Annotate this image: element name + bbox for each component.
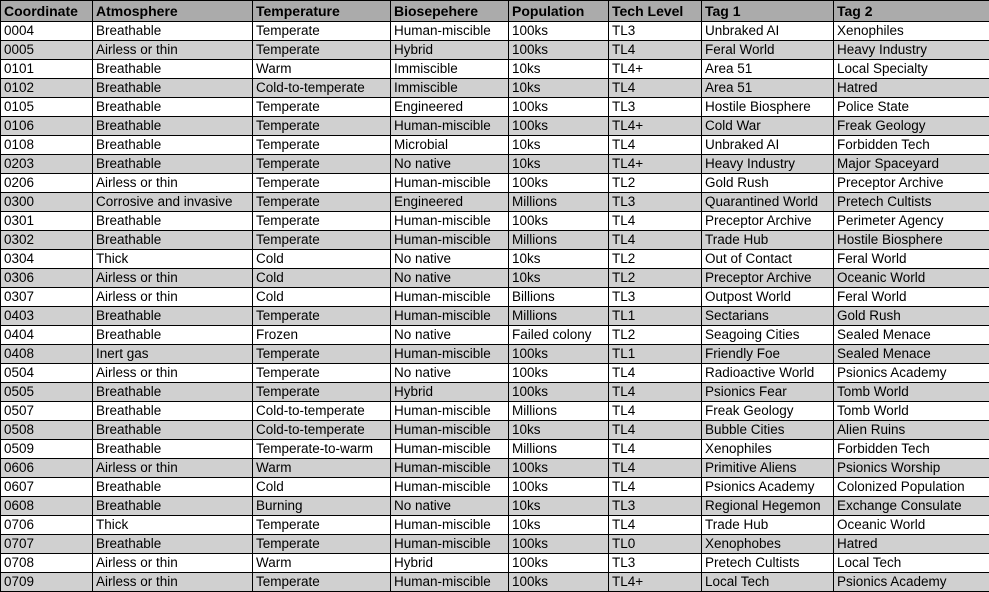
- cell[interactable]: Engineered: [391, 193, 509, 212]
- cell[interactable]: 10ks: [509, 269, 609, 288]
- cell[interactable]: 0607: [1, 478, 93, 497]
- cell[interactable]: Warm: [253, 459, 391, 478]
- cell[interactable]: TL4: [609, 41, 702, 60]
- cell[interactable]: TL4: [609, 364, 702, 383]
- cell[interactable]: 10ks: [509, 60, 609, 79]
- column-header-coordinate[interactable]: Coordinate: [1, 1, 93, 22]
- table-row: [1, 231, 989, 250]
- cell[interactable]: Oceanic World: [834, 516, 989, 535]
- cell[interactable]: Hybrid: [391, 41, 509, 60]
- column-header-tech-level[interactable]: Tech Level: [609, 1, 702, 22]
- cell[interactable]: 100ks: [509, 98, 609, 117]
- cell[interactable]: 100ks: [509, 174, 609, 193]
- cell[interactable]: Feral World: [834, 288, 989, 307]
- cell[interactable]: 10ks: [509, 497, 609, 516]
- cell[interactable]: 0005: [1, 41, 93, 60]
- cell[interactable]: TL4: [609, 79, 702, 98]
- cell[interactable]: Temperate: [253, 117, 391, 136]
- column-header-population[interactable]: Population: [509, 1, 609, 22]
- cell[interactable]: Engineered: [391, 98, 509, 117]
- cell[interactable]: No native: [391, 364, 509, 383]
- table-row: [1, 345, 989, 364]
- cell[interactable]: Airless or thin: [93, 573, 253, 592]
- cell[interactable]: 100ks: [509, 212, 609, 231]
- cell[interactable]: 0301: [1, 212, 93, 231]
- cell[interactable]: Oceanic World: [834, 269, 989, 288]
- table-row: [1, 250, 989, 269]
- cell[interactable]: Temperate: [253, 345, 391, 364]
- cell[interactable]: Corrosive and invasive: [93, 193, 253, 212]
- cell[interactable]: Temperate: [253, 516, 391, 535]
- cell[interactable]: Cold-to-temperate: [253, 402, 391, 421]
- table-row: [1, 212, 989, 231]
- cell[interactable]: Cold-to-temperate: [253, 421, 391, 440]
- table-row: [1, 269, 989, 288]
- cell[interactable]: Breathable: [93, 231, 253, 250]
- cell[interactable]: Hybrid: [391, 554, 509, 573]
- cell[interactable]: 0106: [1, 117, 93, 136]
- cell[interactable]: Millions: [509, 231, 609, 250]
- cell[interactable]: TL4+: [609, 573, 702, 592]
- cell[interactable]: TL1: [609, 307, 702, 326]
- cell[interactable]: Colonized Population: [834, 478, 989, 497]
- cell[interactable]: Breathable: [93, 60, 253, 79]
- cell[interactable]: Cold-to-temperate: [253, 79, 391, 98]
- cell[interactable]: 10ks: [509, 155, 609, 174]
- cell[interactable]: TL3: [609, 22, 702, 41]
- cell[interactable]: No native: [391, 326, 509, 345]
- cell[interactable]: TL3: [609, 497, 702, 516]
- cell[interactable]: Inert gas: [93, 345, 253, 364]
- cell[interactable]: TL2: [609, 250, 702, 269]
- cell[interactable]: Human-miscible: [391, 117, 509, 136]
- cell[interactable]: Preceptor Archive: [702, 212, 834, 231]
- cell[interactable]: 100ks: [509, 535, 609, 554]
- cell[interactable]: Freak Geology: [702, 402, 834, 421]
- cell[interactable]: Area 51: [702, 79, 834, 98]
- cell[interactable]: Temperate: [253, 307, 391, 326]
- cell[interactable]: 0004: [1, 22, 93, 41]
- cell[interactable]: Sealed Menace: [834, 345, 989, 364]
- cell[interactable]: Breathable: [93, 307, 253, 326]
- cell[interactable]: Microbial: [391, 136, 509, 155]
- cell[interactable]: TL0: [609, 535, 702, 554]
- column-header-biosepehere[interactable]: Biosepehere: [391, 1, 509, 22]
- cell[interactable]: TL4+: [609, 60, 702, 79]
- column-header-temperature[interactable]: Temperature: [253, 1, 391, 22]
- cell[interactable]: Gold Rush: [834, 307, 989, 326]
- table-row: [1, 440, 989, 459]
- cell[interactable]: 0105: [1, 98, 93, 117]
- table-row: [1, 535, 989, 554]
- cell[interactable]: Heavy Industry: [834, 41, 989, 60]
- cell[interactable]: Feral World: [702, 41, 834, 60]
- cell[interactable]: Millions: [509, 440, 609, 459]
- cell[interactable]: Breathable: [93, 535, 253, 554]
- cell[interactable]: Temperate: [253, 155, 391, 174]
- cell[interactable]: Airless or thin: [93, 459, 253, 478]
- cell[interactable]: Human-miscible: [391, 535, 509, 554]
- cell[interactable]: Cold: [253, 250, 391, 269]
- cell[interactable]: Psionics Fear: [702, 383, 834, 402]
- cell[interactable]: TL2: [609, 269, 702, 288]
- cell[interactable]: 10ks: [509, 250, 609, 269]
- cell[interactable]: Cold: [253, 288, 391, 307]
- cell[interactable]: Psionics Academy: [834, 364, 989, 383]
- cell[interactable]: Quarantined World: [702, 193, 834, 212]
- table-row: [1, 573, 989, 592]
- cell[interactable]: 10ks: [509, 516, 609, 535]
- cell[interactable]: Breathable: [93, 98, 253, 117]
- cell[interactable]: Millions: [509, 193, 609, 212]
- cell[interactable]: 0706: [1, 516, 93, 535]
- cell[interactable]: 0504: [1, 364, 93, 383]
- cell[interactable]: Human-miscible: [391, 440, 509, 459]
- cell[interactable]: Temperate: [253, 573, 391, 592]
- table-row: [1, 155, 989, 174]
- cell[interactable]: 0108: [1, 136, 93, 155]
- cell[interactable]: 0608: [1, 497, 93, 516]
- cell[interactable]: Breathable: [93, 79, 253, 98]
- cell[interactable]: Temperate: [253, 212, 391, 231]
- cell[interactable]: 100ks: [509, 364, 609, 383]
- cell[interactable]: TL4: [609, 516, 702, 535]
- cell[interactable]: TL4+: [609, 155, 702, 174]
- cell[interactable]: Human-miscible: [391, 345, 509, 364]
- cell[interactable]: Temperate: [253, 41, 391, 60]
- cell[interactable]: 0302: [1, 231, 93, 250]
- cell[interactable]: 100ks: [509, 383, 609, 402]
- cell[interactable]: 0307: [1, 288, 93, 307]
- cell[interactable]: Xenophiles: [702, 440, 834, 459]
- table-row: [1, 421, 989, 440]
- cell[interactable]: TL1: [609, 345, 702, 364]
- table-row: [1, 326, 989, 345]
- cell[interactable]: Regional Hegemon: [702, 497, 834, 516]
- table-row: [1, 288, 989, 307]
- cell[interactable]: 100ks: [509, 345, 609, 364]
- cell[interactable]: Feral World: [834, 250, 989, 269]
- cell[interactable]: Hatred: [834, 535, 989, 554]
- cell[interactable]: 0508: [1, 421, 93, 440]
- cell[interactable]: Thick: [93, 250, 253, 269]
- cell[interactable]: TL3: [609, 554, 702, 573]
- cell[interactable]: 0708: [1, 554, 93, 573]
- cell[interactable]: Local Tech: [834, 554, 989, 573]
- cell[interactable]: Temperate: [253, 174, 391, 193]
- table-row: [1, 402, 989, 421]
- cell[interactable]: Frozen: [253, 326, 391, 345]
- cell[interactable]: Area 51: [702, 60, 834, 79]
- cell[interactable]: Trade Hub: [702, 516, 834, 535]
- cell[interactable]: Tomb World: [834, 383, 989, 402]
- cell[interactable]: TL3: [609, 288, 702, 307]
- column-header-tag-2[interactable]: Tag 2: [834, 1, 989, 22]
- cell[interactable]: TL4: [609, 459, 702, 478]
- cell[interactable]: Airless or thin: [93, 554, 253, 573]
- cell[interactable]: 0304: [1, 250, 93, 269]
- cell[interactable]: 100ks: [509, 554, 609, 573]
- cell[interactable]: Failed colony: [509, 326, 609, 345]
- table-row: [1, 79, 989, 98]
- cell[interactable]: 0306: [1, 269, 93, 288]
- table-body: [1, 22, 989, 592]
- cell[interactable]: Breathable: [93, 383, 253, 402]
- cell[interactable]: TL4: [609, 440, 702, 459]
- cell[interactable]: Local Tech: [702, 573, 834, 592]
- cell[interactable]: Human-miscible: [391, 231, 509, 250]
- cell[interactable]: Human-miscible: [391, 478, 509, 497]
- table-row: [1, 497, 989, 516]
- cell[interactable]: Human-miscible: [391, 307, 509, 326]
- cell[interactable]: Temperate: [253, 136, 391, 155]
- cell[interactable]: Breathable: [93, 402, 253, 421]
- cell[interactable]: Human-miscible: [391, 516, 509, 535]
- cell[interactable]: Sectarians: [702, 307, 834, 326]
- cell[interactable]: Warm: [253, 554, 391, 573]
- cell[interactable]: Thick: [93, 516, 253, 535]
- cell[interactable]: Preceptor Archive: [834, 174, 989, 193]
- table-row: [1, 364, 989, 383]
- table-row: [1, 60, 989, 79]
- cell[interactable]: Airless or thin: [93, 41, 253, 60]
- cell[interactable]: Immiscible: [391, 60, 509, 79]
- cell[interactable]: Unbraked AI: [702, 22, 834, 41]
- cell[interactable]: Cold: [253, 478, 391, 497]
- cell[interactable]: 0507: [1, 402, 93, 421]
- cell[interactable]: 0707: [1, 535, 93, 554]
- cell[interactable]: 0102: [1, 79, 93, 98]
- cell[interactable]: 100ks: [509, 478, 609, 497]
- cell[interactable]: Breathable: [93, 155, 253, 174]
- cell[interactable]: Psionics Academy: [834, 573, 989, 592]
- cell[interactable]: Breathable: [93, 117, 253, 136]
- cell[interactable]: 100ks: [509, 573, 609, 592]
- table-row: [1, 459, 989, 478]
- cell[interactable]: Human-miscible: [391, 573, 509, 592]
- cell[interactable]: No native: [391, 497, 509, 516]
- table-row: [1, 22, 989, 41]
- cell[interactable]: TL2: [609, 326, 702, 345]
- cell[interactable]: Pretech Cultists: [702, 554, 834, 573]
- cell[interactable]: TL4: [609, 212, 702, 231]
- cell[interactable]: Hostile Biosphere: [834, 231, 989, 250]
- cell[interactable]: Breathable: [93, 136, 253, 155]
- cell[interactable]: Burning: [253, 497, 391, 516]
- cell[interactable]: Sealed Menace: [834, 326, 989, 345]
- cell[interactable]: Gold Rush: [702, 174, 834, 193]
- cell[interactable]: Perimeter Agency: [834, 212, 989, 231]
- cell[interactable]: Heavy Industry: [702, 155, 834, 174]
- cell[interactable]: 0709: [1, 573, 93, 592]
- table-row: [1, 383, 989, 402]
- cell[interactable]: Freak Geology: [834, 117, 989, 136]
- cell[interactable]: 100ks: [509, 117, 609, 136]
- cell[interactable]: Temperate: [253, 364, 391, 383]
- header-row: [1, 1, 989, 22]
- cell[interactable]: TL4+: [609, 117, 702, 136]
- cell[interactable]: No native: [391, 250, 509, 269]
- table-row: [1, 117, 989, 136]
- cell[interactable]: Temperate-to-warm: [253, 440, 391, 459]
- cell[interactable]: Human-miscible: [391, 174, 509, 193]
- cell[interactable]: Millions: [509, 402, 609, 421]
- cell[interactable]: Cold: [253, 269, 391, 288]
- cell[interactable]: Breathable: [93, 212, 253, 231]
- cell[interactable]: Breathable: [93, 326, 253, 345]
- cell[interactable]: Breathable: [93, 421, 253, 440]
- cell[interactable]: Temperate: [253, 535, 391, 554]
- cell[interactable]: Xenophiles: [834, 22, 989, 41]
- cell[interactable]: Human-miscible: [391, 212, 509, 231]
- cell[interactable]: Hybrid: [391, 383, 509, 402]
- cell[interactable]: Breathable: [93, 440, 253, 459]
- cell[interactable]: 100ks: [509, 41, 609, 60]
- cell[interactable]: 10ks: [509, 421, 609, 440]
- cell[interactable]: Hatred: [834, 79, 989, 98]
- cell[interactable]: 0404: [1, 326, 93, 345]
- cell[interactable]: Primitive Aliens: [702, 459, 834, 478]
- cell[interactable]: Cold War: [702, 117, 834, 136]
- cell[interactable]: TL4: [609, 136, 702, 155]
- table-row: [1, 98, 989, 117]
- cell[interactable]: Psionics Worship: [834, 459, 989, 478]
- table-row: [1, 193, 989, 212]
- cell[interactable]: Outpost World: [702, 288, 834, 307]
- cell[interactable]: Human-miscible: [391, 288, 509, 307]
- cell[interactable]: Warm: [253, 60, 391, 79]
- cell[interactable]: Temperate: [253, 22, 391, 41]
- table-row: [1, 136, 989, 155]
- cell[interactable]: Bubble Cities: [702, 421, 834, 440]
- table-row: [1, 478, 989, 497]
- table-row: [1, 516, 989, 535]
- cell[interactable]: 0203: [1, 155, 93, 174]
- table-row: [1, 41, 989, 60]
- cell[interactable]: 0300: [1, 193, 93, 212]
- table-row: [1, 307, 989, 326]
- cell[interactable]: Temperate: [253, 383, 391, 402]
- cell[interactable]: Radioactive World: [702, 364, 834, 383]
- cell[interactable]: 100ks: [509, 459, 609, 478]
- cell[interactable]: Unbraked AI: [702, 136, 834, 155]
- cell[interactable]: TL2: [609, 174, 702, 193]
- cell[interactable]: Temperate: [253, 193, 391, 212]
- cell[interactable]: Trade Hub: [702, 231, 834, 250]
- cell[interactable]: 10ks: [509, 79, 609, 98]
- cell[interactable]: 0408: [1, 345, 93, 364]
- cell[interactable]: Pretech Cultists: [834, 193, 989, 212]
- cell[interactable]: 0505: [1, 383, 93, 402]
- cell[interactable]: TL4: [609, 231, 702, 250]
- cell[interactable]: Police State: [834, 98, 989, 117]
- cell[interactable]: TL4: [609, 421, 702, 440]
- cell[interactable]: 0206: [1, 174, 93, 193]
- cell[interactable]: Billions: [509, 288, 609, 307]
- cell[interactable]: No native: [391, 155, 509, 174]
- cell[interactable]: Major Spaceyard: [834, 155, 989, 174]
- table-row: [1, 554, 989, 573]
- cell[interactable]: 0403: [1, 307, 93, 326]
- cell[interactable]: Airless or thin: [93, 364, 253, 383]
- cell[interactable]: TL4: [609, 478, 702, 497]
- cell[interactable]: Human-miscible: [391, 459, 509, 478]
- cell[interactable]: Temperate: [253, 98, 391, 117]
- cell[interactable]: Xenophobes: [702, 535, 834, 554]
- table-row: [1, 174, 989, 193]
- cell[interactable]: Tomb World: [834, 402, 989, 421]
- cell[interactable]: Forbidden Tech: [834, 136, 989, 155]
- cell[interactable]: Temperate: [253, 231, 391, 250]
- cell[interactable]: Local Specialty: [834, 60, 989, 79]
- cell[interactable]: Breathable: [93, 478, 253, 497]
- cell[interactable]: TL3: [609, 193, 702, 212]
- cell[interactable]: Airless or thin: [93, 269, 253, 288]
- cell[interactable]: Millions: [509, 307, 609, 326]
- cell[interactable]: Forbidden Tech: [834, 440, 989, 459]
- cell[interactable]: 10ks: [509, 136, 609, 155]
- cell[interactable]: Alien Ruins: [834, 421, 989, 440]
- cell[interactable]: 100ks: [509, 22, 609, 41]
- cell[interactable]: TL4: [609, 383, 702, 402]
- cell[interactable]: Breathable: [93, 22, 253, 41]
- cell[interactable]: Airless or thin: [93, 288, 253, 307]
- cell[interactable]: Hostile Biosphere: [702, 98, 834, 117]
- cell[interactable]: Out of Contact: [702, 250, 834, 269]
- cell[interactable]: Airless or thin: [93, 174, 253, 193]
- cell[interactable]: Psionics Academy: [702, 478, 834, 497]
- cell[interactable]: Immiscible: [391, 79, 509, 98]
- cell[interactable]: TL3: [609, 98, 702, 117]
- cell[interactable]: Friendly Foe: [702, 345, 834, 364]
- cell[interactable]: Human-miscible: [391, 22, 509, 41]
- cell[interactable]: Human-miscible: [391, 402, 509, 421]
- cell[interactable]: 0606: [1, 459, 93, 478]
- cell[interactable]: Preceptor Archive: [702, 269, 834, 288]
- cell[interactable]: Seagoing Cities: [702, 326, 834, 345]
- cell[interactable]: Exchange Consulate: [834, 497, 989, 516]
- cell[interactable]: 0509: [1, 440, 93, 459]
- cell[interactable]: Human-miscible: [391, 421, 509, 440]
- cell[interactable]: Breathable: [93, 497, 253, 516]
- cell[interactable]: TL4: [609, 402, 702, 421]
- column-header-atmosphere[interactable]: Atmosphere: [93, 1, 253, 22]
- cell[interactable]: No native: [391, 269, 509, 288]
- column-header-tag-1[interactable]: Tag 1: [702, 1, 834, 22]
- cell[interactable]: 0101: [1, 60, 93, 79]
